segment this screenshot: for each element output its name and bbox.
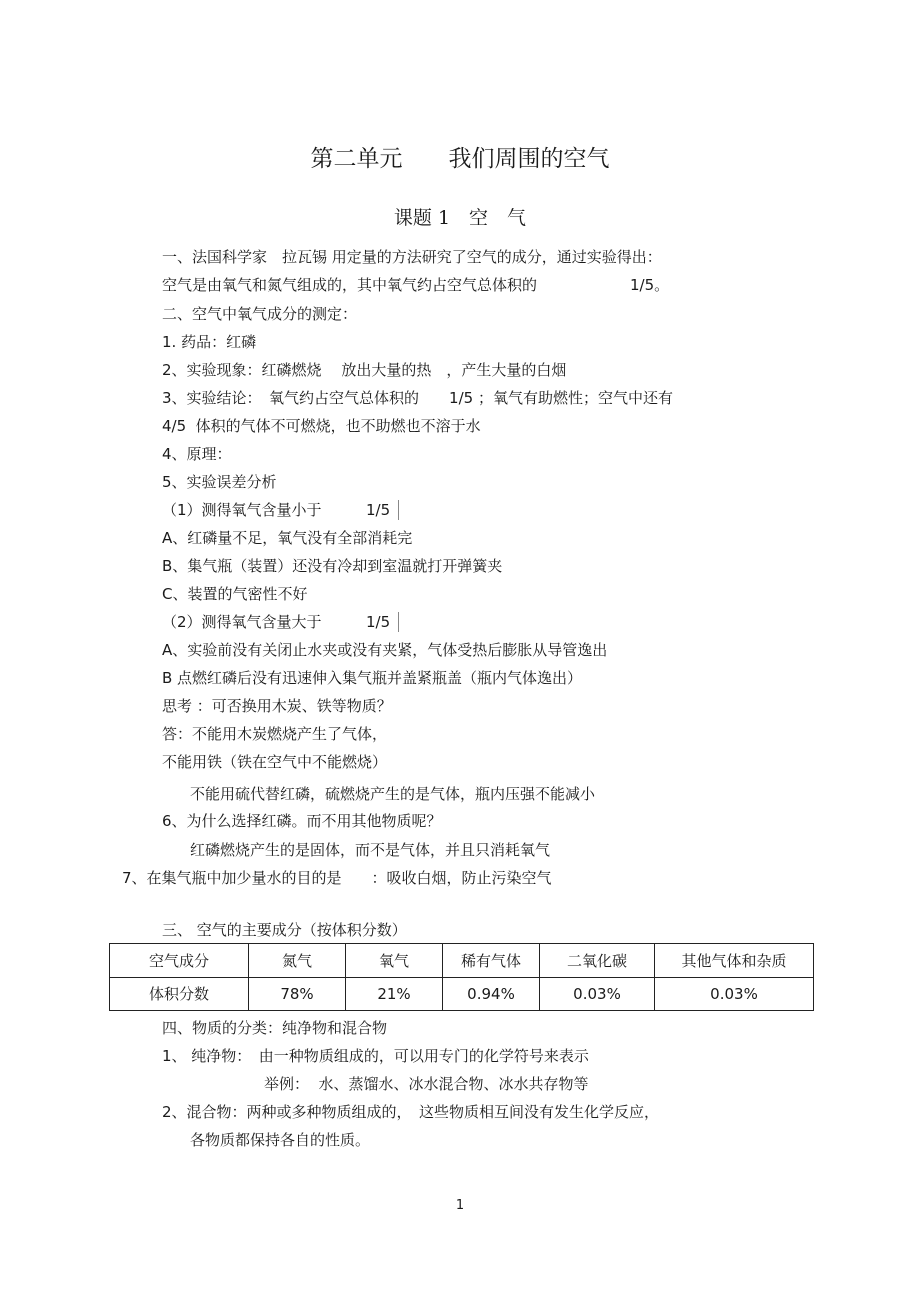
error-case-1-fraction: 1/5	[366, 500, 399, 520]
conclusion-line-2: 4/5 体积的气体不可燃烧，也不助燃也不溶于水	[162, 417, 481, 435]
section-1-line-2: 空气是由氧气和氮气组成的，其中氧气约占空气总体积的	[162, 276, 538, 294]
table-cell: 0.03%	[655, 977, 814, 1011]
page-number: 1	[455, 1198, 465, 1213]
air-composition-table	[109, 943, 814, 1011]
oxygen-fraction-value: 1/5。	[630, 276, 670, 294]
table-cell: 稀有气体	[443, 944, 540, 978]
section-2-heading: 二、空气中氧气成分的测定：	[162, 305, 358, 323]
error-case-2-fraction: 1/5	[366, 612, 399, 632]
error-case-2-value	[366, 612, 399, 632]
error-case-1: （1）测得氧气含量小于	[162, 501, 322, 519]
table-cell: 21%	[346, 977, 443, 1011]
error-analysis-heading: 5、实验误差分析	[162, 473, 277, 491]
reagent-line: 1. 药品：红磷	[162, 333, 257, 351]
error-case-1-c: C、装置的气密性不好	[162, 585, 308, 603]
error-case-1-a: A、红磷量不足，氧气没有全部消耗完	[162, 529, 413, 547]
table-cell: 体积分数	[110, 977, 249, 1011]
pure-substance-line: 1、 纯净物： 由一种物质组成的，可以用专门的化学符号来表示	[162, 1047, 589, 1065]
mixture-line-1: 2、混合物：两种或多种物质组成的， 这些物质相互间没有发生化学反应，	[162, 1103, 660, 1121]
error-case-2-b: B 点燃红磷后没有迅速伸入集气瓶并盖紧瓶盖（瓶内气体逸出）	[162, 669, 583, 687]
table-cell: 二氧化碳	[540, 944, 655, 978]
error-case-1-value	[366, 500, 399, 520]
pure-substance-example: 举例： 水、蒸馏水、冰水混合物、冰水共存物等	[264, 1075, 589, 1093]
phenomenon-line: 2、实验现象：红磷燃烧 放出大量的热 ，产生大量的白烟	[162, 361, 567, 379]
section-1-line-1: 一、法国科学家 拉瓦锡 用定量的方法研究了空气的成分，通过实验得出：	[162, 248, 662, 266]
table-cell: 氧气	[346, 944, 443, 978]
question-6: 6、为什么选择红磷。而不用其他物质呢？	[162, 812, 442, 830]
table-cell: 78%	[249, 977, 346, 1011]
section-3-heading: 三、 空气的主要成分（按体积分数）	[162, 921, 407, 939]
page-title: 第二单元 我们周围的空气	[310, 146, 610, 172]
mixture-line-2: 各物质都保持各自的性质。	[190, 1131, 371, 1149]
table-row	[110, 977, 814, 1011]
table-cell: 空气成分	[110, 944, 249, 978]
table-cell: 其他气体和杂质	[655, 944, 814, 978]
error-case-2: （2）测得氧气含量大于	[162, 613, 322, 631]
answer-line-2: 不能用铁（铁在空气中不能燃烧）	[162, 753, 388, 771]
lesson-title: 课题 1 空 气	[393, 207, 527, 229]
section-4-heading: 四、物质的分类：纯净物和混合物	[162, 1019, 388, 1037]
table-cell: 0.03%	[540, 977, 655, 1011]
error-case-2-a: A、实验前没有关闭止水夹或没有夹紧，气体受热后膨胀从导管逸出	[162, 641, 608, 659]
error-case-1-b: B、集气瓶（装置）还没有冷却到室温就打开弹簧夹	[162, 557, 503, 575]
thinking-question: 思考 ：可否换用木炭、铁等物质？	[162, 697, 392, 715]
answer-line-1: 答：不能用木炭燃烧产生了气体，	[162, 725, 388, 743]
answer-line-3: 不能用硫代替红磷，硫燃烧产生的是气体，瓶内压强不能减小	[190, 785, 596, 803]
answer-6: 红磷燃烧产生的是固体，而不是气体，并且只消耗氧气	[190, 841, 551, 859]
principle-line: 4、原理：	[162, 445, 232, 463]
question-7: 7、在集气瓶中加少量水的目的是 ：吸收白烟，防止污染空气	[122, 869, 552, 887]
table-cell: 0.94%	[443, 977, 540, 1011]
conclusion-line-1: 3、实验结论： 氧气约占空气总体积的 1/5 ；氧气有助燃性；空气中还有	[162, 389, 673, 407]
table-cell: 氮气	[249, 944, 346, 978]
table-header-row	[110, 944, 814, 978]
